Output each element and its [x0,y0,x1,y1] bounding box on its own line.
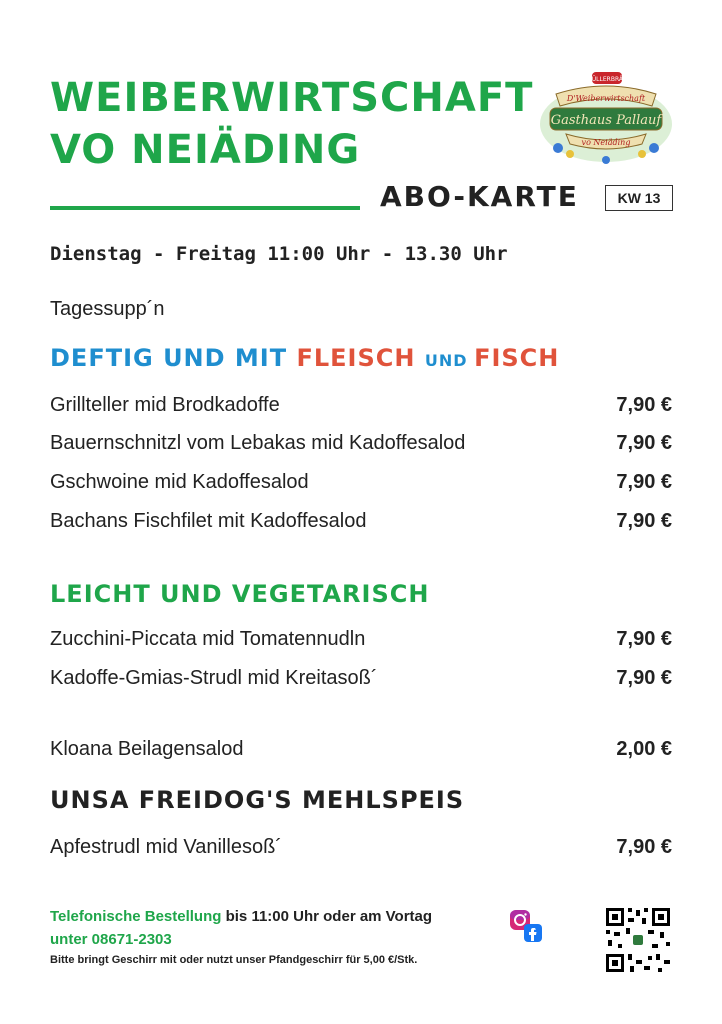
section-heading-meat-fish [50,344,559,372]
item-price: 7,90 € [616,510,672,532]
phone-number: unter 08671-2303 [50,931,172,948]
menu-title [50,72,533,176]
menu-item [50,667,672,690]
title-rule [50,206,360,210]
item-price: 7,90 € [616,667,672,689]
menu-item [50,510,672,533]
item-price: 7,90 € [616,394,672,416]
item-name: Kloana Beilagensalod [50,738,244,760]
menu-item [50,628,672,651]
order-info [50,908,432,925]
tableware-note: Bitte bringt Geschirr mit oder nutzt unser Pfandgeschirr für 5,00 €/Stk. [50,954,418,966]
item-name: Grillteller mid Brodkadoffe [50,394,280,416]
logo-brand: MÜLLERBRÄU [586,76,628,83]
section1-part3: UND [424,351,475,370]
item-price: 2,00 € [616,738,672,760]
item-price: 7,90 € [616,836,672,858]
week-badge: KW 13 [605,185,673,211]
item-price: 7,90 € [616,628,672,650]
title-line-2: VO NEIÄDING [50,127,361,173]
item-price: 7,90 € [616,471,672,493]
logo-line-2: Gasthaus Pallauf [550,113,662,128]
side-salad-item [50,738,672,761]
item-name: Gschwoine mid Kadoffesalod [50,471,309,493]
section-heading-dessert: UNSA FREIDOG'S MEHLSPEIS [50,786,465,814]
title-line-1: WEIBERWIRTSCHAFT [50,75,534,121]
logo-line-1: D'Weiberwirtschaft [566,94,646,103]
item-name: Zucchini-Piccata mid Tomatennudln [50,628,366,650]
gasthaus-logo [536,66,676,166]
facebook-icon[interactable] [524,924,542,942]
order-info-rest: bis 11:00 Uhr oder am Vortag [221,908,433,925]
menu-item [50,432,672,455]
order-info-highlight: Telefonische Bestellung [50,908,222,925]
item-price: 7,90 € [616,432,672,454]
menu-item [50,836,672,859]
section1-part1: DEFTIG UND MIT [50,344,297,372]
item-name: Bauernschnitzl vom Lebakas mid Kadoffesalod [50,432,466,454]
abo-karte-heading: ABO-KARTE [380,180,579,213]
item-name: Bachans Fischfilet mit Kadoffesalod [50,510,367,532]
item-name: Apfestrudl mid Vanillesoß´ [50,836,282,858]
section-heading-vegetarian: LEICHT UND VEGETARISCH [50,580,430,608]
item-name: Kadoffe-Gmias-Strudl mid Kreitasoß´ [50,667,378,689]
menu-item [50,394,672,417]
opening-hours: Dienstag - Freitag 11:00 Uhr - 13.30 Uhr [50,243,508,265]
logo-line-3: vo Neiäding [581,138,631,147]
qr-code[interactable] [604,906,672,974]
section1-part4: FISCH [474,344,560,372]
menu-item [50,471,672,494]
daily-soup: Tagessupp´n [50,298,165,320]
section1-part2: FLEISCH [296,344,425,372]
social-icons[interactable] [508,908,544,944]
